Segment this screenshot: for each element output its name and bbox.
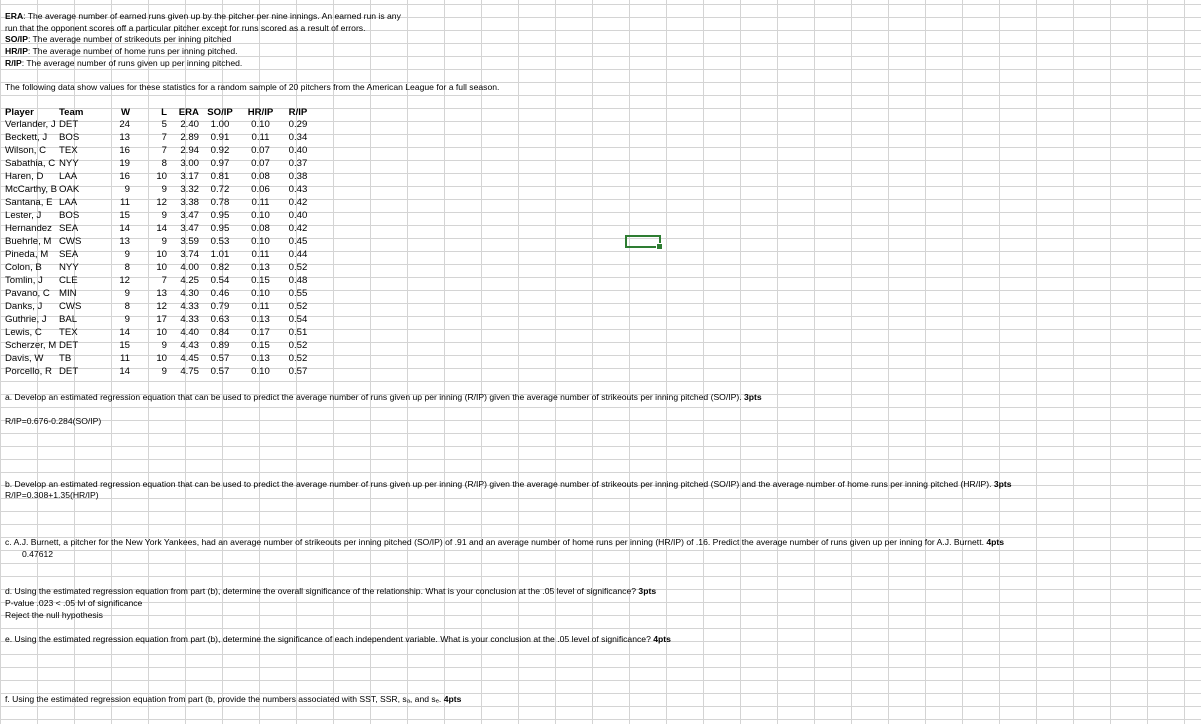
table-cell[interactable]: LAA [59,171,78,182]
table-cell[interactable]: OAK [59,184,80,195]
table-cell[interactable]: 3.17 [180,171,199,182]
answer-d-line-2[interactable]: Reject the null hypothesis [5,610,103,620]
table-cell[interactable]: 0.54 [210,275,230,286]
table-cell[interactable]: 0.10 [251,210,270,221]
table-cell[interactable]: DET [59,340,79,351]
table-cell[interactable]: SEA [59,223,79,234]
question-f [5,693,461,706]
table-cell[interactable]: 0.95 [210,223,230,234]
table-cell[interactable]: 12 [156,301,167,312]
column-header-w[interactable]: W [120,107,130,118]
table-cell[interactable]: 0.78 [210,197,230,208]
definition-era-continued-text: run that the opponent scores off a particular pitcher except for runs scored as a result of errors. [5,23,366,33]
table-cell[interactable]: 0.29 [288,119,308,130]
table-cell[interactable]: 0.63 [210,314,230,325]
question-d-points: 3pts [638,586,657,596]
table-cell[interactable]: 0.38 [288,171,308,182]
table-cell[interactable]: 0.15 [251,340,270,351]
table-cell[interactable]: SEA [59,249,79,260]
table-cell[interactable]: 24 [119,119,130,130]
table-cell[interactable]: MIN [59,288,77,299]
table-cell[interactable]: 0.13 [251,314,270,325]
table-cell[interactable]: 3.32 [180,184,199,195]
table-cell[interactable]: 12 [119,275,130,286]
table-cell[interactable]: 0.57 [288,366,308,377]
table-cell[interactable]: 0.53 [210,236,230,247]
column-header-team[interactable]: Team [59,107,84,118]
table-cell[interactable]: 15 [119,340,130,351]
table-cell[interactable]: 14 [156,223,167,234]
table-cell[interactable]: 8 [124,301,130,312]
table-cell[interactable]: 10 [156,262,167,273]
table-cell[interactable]: 0.11 [251,132,270,143]
table-cell[interactable]: 0.10 [251,119,270,130]
table-cell[interactable]: Colon, B [5,262,42,273]
table-cell[interactable]: 0.13 [251,262,270,273]
question-c-text: c. A.J. Burnett, a pitcher for the New York Yankees, had an average number of strikeouts per inning pitched (SO/IP) of .91 and an average number of home runs per inning (HR/IP) of .16. Predict the average number of runs given up per inning for A.J. Burnett. [5,537,984,547]
definition-era-text: : The average number of earned runs given up by the pitcher per nine innings. An earned run is any [23,11,401,21]
table-cell[interactable]: 9 [124,184,130,195]
table-cell[interactable]: 0.07 [251,158,270,169]
table-cell[interactable]: 11 [120,353,130,364]
table-cell[interactable]: 8 [161,158,167,169]
table-cell[interactable]: 0.34 [288,132,308,143]
table-cell[interactable]: 0.11 [251,197,270,208]
table-cell[interactable]: 9 [124,249,130,260]
table-cell[interactable]: DET [59,119,79,130]
question-c-points: 4pts [986,537,1005,547]
table-cell[interactable]: 0.11 [251,301,270,312]
table-cell[interactable]: Scherzer, M [5,340,57,351]
table-cell[interactable]: 3.38 [180,197,199,208]
table-cell[interactable]: 7 [161,132,167,143]
table-cell[interactable]: 3.59 [180,236,199,247]
table-cell[interactable]: 1.00 [210,119,230,130]
table-cell[interactable]: Sabathia, C [5,158,56,169]
table-cell[interactable]: 0.06 [251,184,270,195]
table-cell[interactable]: 5 [161,119,167,130]
table-cell[interactable]: 14 [119,366,130,377]
table-cell[interactable]: Guthrie, J [5,314,47,325]
table-cell[interactable]: 0.81 [210,171,230,182]
question-c [5,536,1004,549]
table-cell[interactable]: 2.94 [180,145,199,156]
table-cell[interactable]: 0.10 [251,236,270,247]
intro-text: The following data show values for these statistics for a random sample of 20 pitchers from the American League for a full season. [5,82,500,92]
table-cell[interactable]: TEX [59,145,78,156]
question-a-points: 3pts [744,392,762,402]
table-cell[interactable]: 13 [119,132,130,143]
table-cell[interactable]: 4.75 [180,366,199,377]
table-cell[interactable]: 0.95 [210,210,230,221]
term-era: ERA [5,11,24,21]
table-cell[interactable]: 0.91 [210,132,230,143]
table-cell[interactable]: CWS [59,236,82,247]
column-header-hr-ip[interactable]: HR/IP [247,107,274,118]
question-e [5,633,671,646]
table-cell[interactable]: 0.13 [251,353,270,364]
question-b-points: 3pts [993,479,1012,489]
table-cell[interactable]: 11 [120,197,130,208]
table-cell[interactable]: Davis, W [5,353,44,364]
table-cell[interactable]: BOS [59,210,80,221]
table-cell[interactable]: NYY [59,262,79,273]
question-b-text: b. Develop an estimated regression equation that can be used to predict the average number of runs given up per inning (R/IP) given the average number of strikeouts per inning pitched (SO/IP) and the average number of home runs per inning pitched (HR/IP). [5,479,992,489]
term-so-ip: SO/IP [5,34,28,44]
table-cell[interactable]: 10 [156,249,167,260]
answer-c-line-1[interactable]: 0.47612 [22,549,54,559]
table-cell[interactable]: 0.57 [210,366,230,377]
table-cell[interactable]: Haren, D [5,171,44,182]
term-hr-ip: HR/IP [5,46,28,56]
definition-hr-ip-text: : The average number of home runs per inning pitched. [27,46,238,56]
table-cell[interactable]: 16 [119,145,130,156]
table-cell[interactable]: 10 [156,327,167,338]
question-a [5,391,762,404]
table-cell[interactable]: 0.40 [288,145,308,156]
table-cell[interactable]: 0.52 [288,301,308,312]
table-cell[interactable]: 13 [119,236,130,247]
table-cell[interactable]: 3.47 [180,210,199,221]
table-cell[interactable]: 12 [156,197,167,208]
table-cell[interactable]: Pavano, C [5,288,50,299]
table-cell[interactable]: 0.52 [288,353,308,364]
table-cell[interactable]: Tomlin, J [5,275,43,286]
table-cell[interactable]: 0.08 [251,171,270,182]
question-f-points: 4pts [443,694,462,704]
table-cell[interactable]: 0.07 [251,145,270,156]
table-cell[interactable]: CLE [59,275,78,286]
question-e-text: e. Using the estimated regression equation from part (b), determine the significance of each independent variable. What is your conclusion at the .05 level of significance? [5,634,651,644]
table-cell[interactable]: BOS [59,132,80,143]
table-cell[interactable]: Danks, J [5,301,43,312]
table-cell[interactable]: 10 [156,171,167,182]
table-cell[interactable]: Pineda, M [5,249,49,260]
table-cell[interactable]: Lewis, C [5,327,42,338]
definition-r-ip [5,57,242,70]
table-cell[interactable]: DET [59,366,79,377]
definition-so-ip-text: : The average number of strikeouts per inning pitched [27,34,232,44]
table-cell[interactable]: McCarthy, B [5,184,58,195]
table-cell[interactable]: 0.08 [251,223,270,234]
definition-r-ip-text: : The average number of runs given up per inning pitched. [21,58,243,68]
table-cell[interactable]: 2.89 [180,132,199,143]
table-cell[interactable]: 0.15 [251,275,270,286]
question-f-text: f. Using the estimated regression equation from part (b, provide the numbers associated with SST, SSR, sₐ, and sₑ. [5,694,442,704]
selected-cell[interactable] [625,235,661,248]
table-cell[interactable]: 16 [119,171,130,182]
table-cell[interactable]: 1.01 [210,249,230,260]
table-cell[interactable]: 0.10 [251,288,270,299]
table-cell[interactable]: 0.45 [288,236,308,247]
table-cell[interactable]: Porcello, R [5,366,52,377]
table-cell[interactable]: 9 [161,340,167,351]
table-cell[interactable]: Wilson, C [5,145,47,156]
table-cell[interactable]: 0.44 [288,249,308,260]
column-header-r-ip[interactable]: R/IP [288,107,308,118]
table-cell[interactable]: 19 [119,158,130,169]
question-d-text: d. Using the estimated regression equation from part (b), determine the overall significance of the relationship. What is your conclusion at the .05 level of significance? [5,586,637,596]
table-cell[interactable]: 3.47 [180,223,199,234]
table-cell[interactable]: 0.55 [288,288,308,299]
answer-a-line-1[interactable]: R/IP=0.676-0.284(SO/IP) [5,416,102,426]
table-cell[interactable]: 9 [161,236,167,247]
column-header-so-ip[interactable]: SO/IP [207,107,233,118]
table-cell[interactable]: 8 [124,262,130,273]
table-cell[interactable]: 0.52 [288,340,308,351]
column-header-l[interactable]: L [161,107,167,118]
table-cell[interactable]: 15 [119,210,130,221]
table-cell[interactable]: 4.33 [180,301,199,312]
table-cell[interactable]: Lester, J [5,210,42,221]
question-e-points: 4pts [653,634,671,644]
answer-b-line-1[interactable]: R/IP=0.308+1.35(HR/IP) [5,490,99,500]
table-cell[interactable]: Buehrle, M [5,236,52,247]
table-cell[interactable]: 0.82 [210,262,230,273]
table-cell[interactable]: 0.42 [288,197,308,208]
question-b [5,478,1012,491]
table-cell[interactable]: 14 [119,327,130,338]
table-cell[interactable]: 7 [161,145,167,156]
table-cell[interactable]: 17 [156,314,167,325]
table-cell[interactable]: 0.97 [210,158,230,169]
table-cell[interactable]: Hernandez [5,223,52,234]
table-cell[interactable]: 0.17 [251,327,270,338]
term-r-ip: R/IP [5,58,22,68]
table-cell[interactable]: 4.30 [180,288,199,299]
table-cell[interactable]: CWS [59,301,82,312]
table-cell[interactable]: Beckett, J [5,132,48,143]
table-cell[interactable]: TB [59,353,72,364]
table-cell[interactable]: 3.74 [180,249,199,260]
table-cell[interactable]: 0.52 [288,262,308,273]
table-cell[interactable]: Santana, E [5,197,53,208]
table-cell[interactable]: 10 [156,353,167,364]
table-cell[interactable]: 2.40 [180,119,199,130]
table-cell[interactable]: 3.00 [180,158,199,169]
column-header-era[interactable]: ERA [178,107,199,118]
table-cell[interactable]: 4.40 [180,327,199,338]
table-cell[interactable]: 4.00 [180,262,199,273]
table-cell[interactable]: 0.42 [288,223,308,234]
table-cell[interactable]: TEX [59,327,78,338]
table-cell[interactable]: 0.72 [210,184,230,195]
answer-d-line-1[interactable]: P-value .023 < .05 lvl of significance [5,598,143,608]
table-cell[interactable]: 13 [156,288,167,299]
table-cell[interactable]: 4.33 [180,314,199,325]
table-cell[interactable]: 0.48 [288,275,308,286]
table-cell[interactable]: 0.11 [251,249,270,260]
table-cell[interactable]: 9 [161,184,167,195]
table-cell[interactable]: 0.84 [210,327,230,338]
table-cell[interactable]: 0.57 [210,353,230,364]
table-cell[interactable]: 9 [161,210,167,221]
table-cell[interactable]: 4.45 [180,353,199,364]
table-cell[interactable]: 0.89 [210,340,230,351]
table-cell[interactable]: 0.10 [251,366,270,377]
table-cell[interactable]: 9 [124,288,130,299]
table-cell[interactable]: Verlander, J [5,119,56,130]
table-cell[interactable]: LAA [59,197,78,208]
table-cell[interactable]: 4.43 [180,340,199,351]
column-header-player[interactable]: Player [5,107,34,118]
table-cell[interactable]: 4.25 [180,275,199,286]
table-cell[interactable]: 0.37 [288,158,308,169]
table-cell[interactable]: 0.79 [210,301,230,312]
table-cell[interactable]: 0.40 [288,210,308,221]
table-cell[interactable]: 0.46 [210,288,230,299]
table-cell[interactable]: 0.43 [288,184,308,195]
table-cell[interactable]: NYY [59,158,79,169]
table-cell[interactable]: 14 [119,223,130,234]
table-cell[interactable]: 0.54 [288,314,308,325]
table-cell[interactable]: 9 [124,314,130,325]
table-cell[interactable]: 7 [161,275,167,286]
table-cell[interactable]: 0.51 [288,327,308,338]
table-cell[interactable]: 9 [161,366,167,377]
table-cell[interactable]: 0.92 [210,145,230,156]
table-cell[interactable]: BAL [59,314,78,325]
question-a-text: a. Develop an estimated regression equation that can be used to predict the average number of runs given up per inning (R/IP) given the average number of strikeouts per inning pitched (SO/IP). [5,392,742,402]
